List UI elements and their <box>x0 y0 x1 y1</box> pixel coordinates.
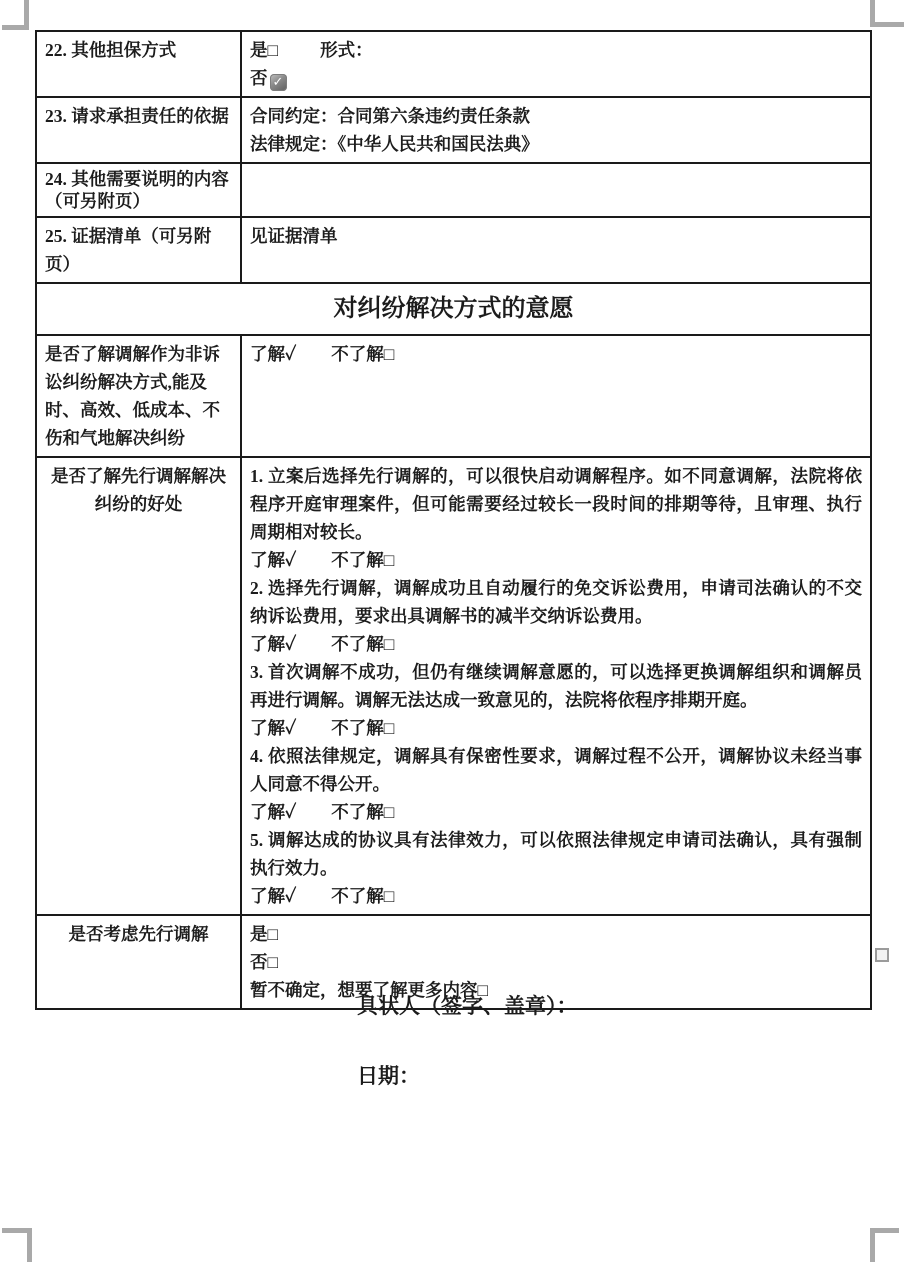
benefit-item-answer: 了解✓ 不了解□ <box>250 634 395 654</box>
row23-label: 23. 请求承担责任的依据 <box>36 97 241 163</box>
benefit-item-text: 3. 首次调解不成功，但仍有继续调解意愿的，可以选择更换调解组织和调解员再进行调解。调解无法达成一致意见的，法院将依程序排期开庭。 <box>250 662 862 710</box>
signer-line: 具状人（签字、盖章）： <box>357 994 578 1018</box>
table-row <box>36 457 871 915</box>
text-boundary-mark-top-right-icon <box>870 0 904 27</box>
table-row <box>36 97 871 163</box>
mediation-awareness-answer: 了解✓ 不了解□ <box>241 335 871 457</box>
legal-basis-line: 法律规定：《中华人民共和国民法典》 <box>250 134 539 154</box>
mediation-awareness-label: 是否了解调解作为非诉讼纠纷解决方式,能及时、高效、低成本、不伤和气地解决纠纷 <box>36 335 241 457</box>
no-option-label: 否 <box>250 68 268 88</box>
row24-label: 24. 其他需要说明的内容（可另附页） <box>36 163 241 217</box>
table-row <box>36 335 871 457</box>
contract-basis-line: 合同约定：合同第六条违约责任条款 <box>250 106 530 126</box>
row24-content <box>241 163 871 217</box>
benefit-item-text: 2. 选择先行调解，调解成功且自动履行的免交诉讼费用，申请司法确认的不交纳诉讼费用，要求出具调解书的减半交纳诉讼费用。 <box>250 578 862 626</box>
text-boundary-mark-bottom-right-icon <box>870 1228 899 1262</box>
signature-block <box>357 990 578 1090</box>
benefit-item-answer: 了解✓ 不了解□ <box>250 718 395 738</box>
mediation-benefits-content <box>241 457 871 915</box>
consider-mediation-label: 是否考虑先行调解 <box>36 915 241 1009</box>
benefit-item-answer: 了解✓ 不了解□ <box>250 550 395 570</box>
table-row <box>36 163 871 217</box>
text-boundary-mark-bottom-left-icon <box>2 1228 32 1262</box>
table-row <box>36 31 871 97</box>
benefit-item-text: 4. 依照法律规定，调解具有保密性要求，调解过程不公开，调解协议未经当事人同意不得公开。 <box>250 746 862 794</box>
text-boundary-mark-top-left-icon <box>2 0 29 30</box>
checked-checkbox-icon[interactable]: ✓ <box>270 74 287 91</box>
table-row <box>36 217 871 283</box>
row22-label: 22. 其他担保方式 <box>36 31 241 97</box>
form-label: 形式： <box>320 40 373 60</box>
consider-option-yes: 是□ <box>250 924 279 944</box>
row25-label: 25. 证据清单（可另附页） <box>36 217 241 283</box>
row25-content: 见证据清单 <box>241 217 871 283</box>
row23-content <box>241 97 871 163</box>
yes-checkbox-option: 是□ <box>250 40 279 60</box>
section-title: 对纠纷解决方式的意愿 <box>36 283 871 335</box>
benefit-item-answer: 了解✓ 不了解□ <box>250 886 395 906</box>
section-header-row <box>36 283 871 335</box>
consider-option-unsure: 暂不确定，想要了解更多内容□ <box>250 980 489 1000</box>
table-resize-handle[interactable] <box>875 948 889 962</box>
date-line: 日期： <box>357 1064 420 1088</box>
benefit-item-text: 1. 立案后选择先行调解的，可以很快启动调解程序。如不同意调解，法院将依程序开庭审理案件，但可能需要经过较长一段时间的排期等待，且审理、执行周期相对较长。 <box>250 466 862 542</box>
case-filing-form-table <box>35 30 872 1010</box>
benefit-item-answer: 了解✓ 不了解□ <box>250 802 395 822</box>
benefit-item-text: 5. 调解达成的协议具有法律效力，可以依照法律规定申请司法确认，具有强制执行效力。 <box>250 830 862 878</box>
row22-content <box>241 31 871 97</box>
mediation-benefits-label: 是否了解先行调解解决纠纷的好处 <box>36 457 241 915</box>
consider-option-no: 否□ <box>250 952 279 972</box>
